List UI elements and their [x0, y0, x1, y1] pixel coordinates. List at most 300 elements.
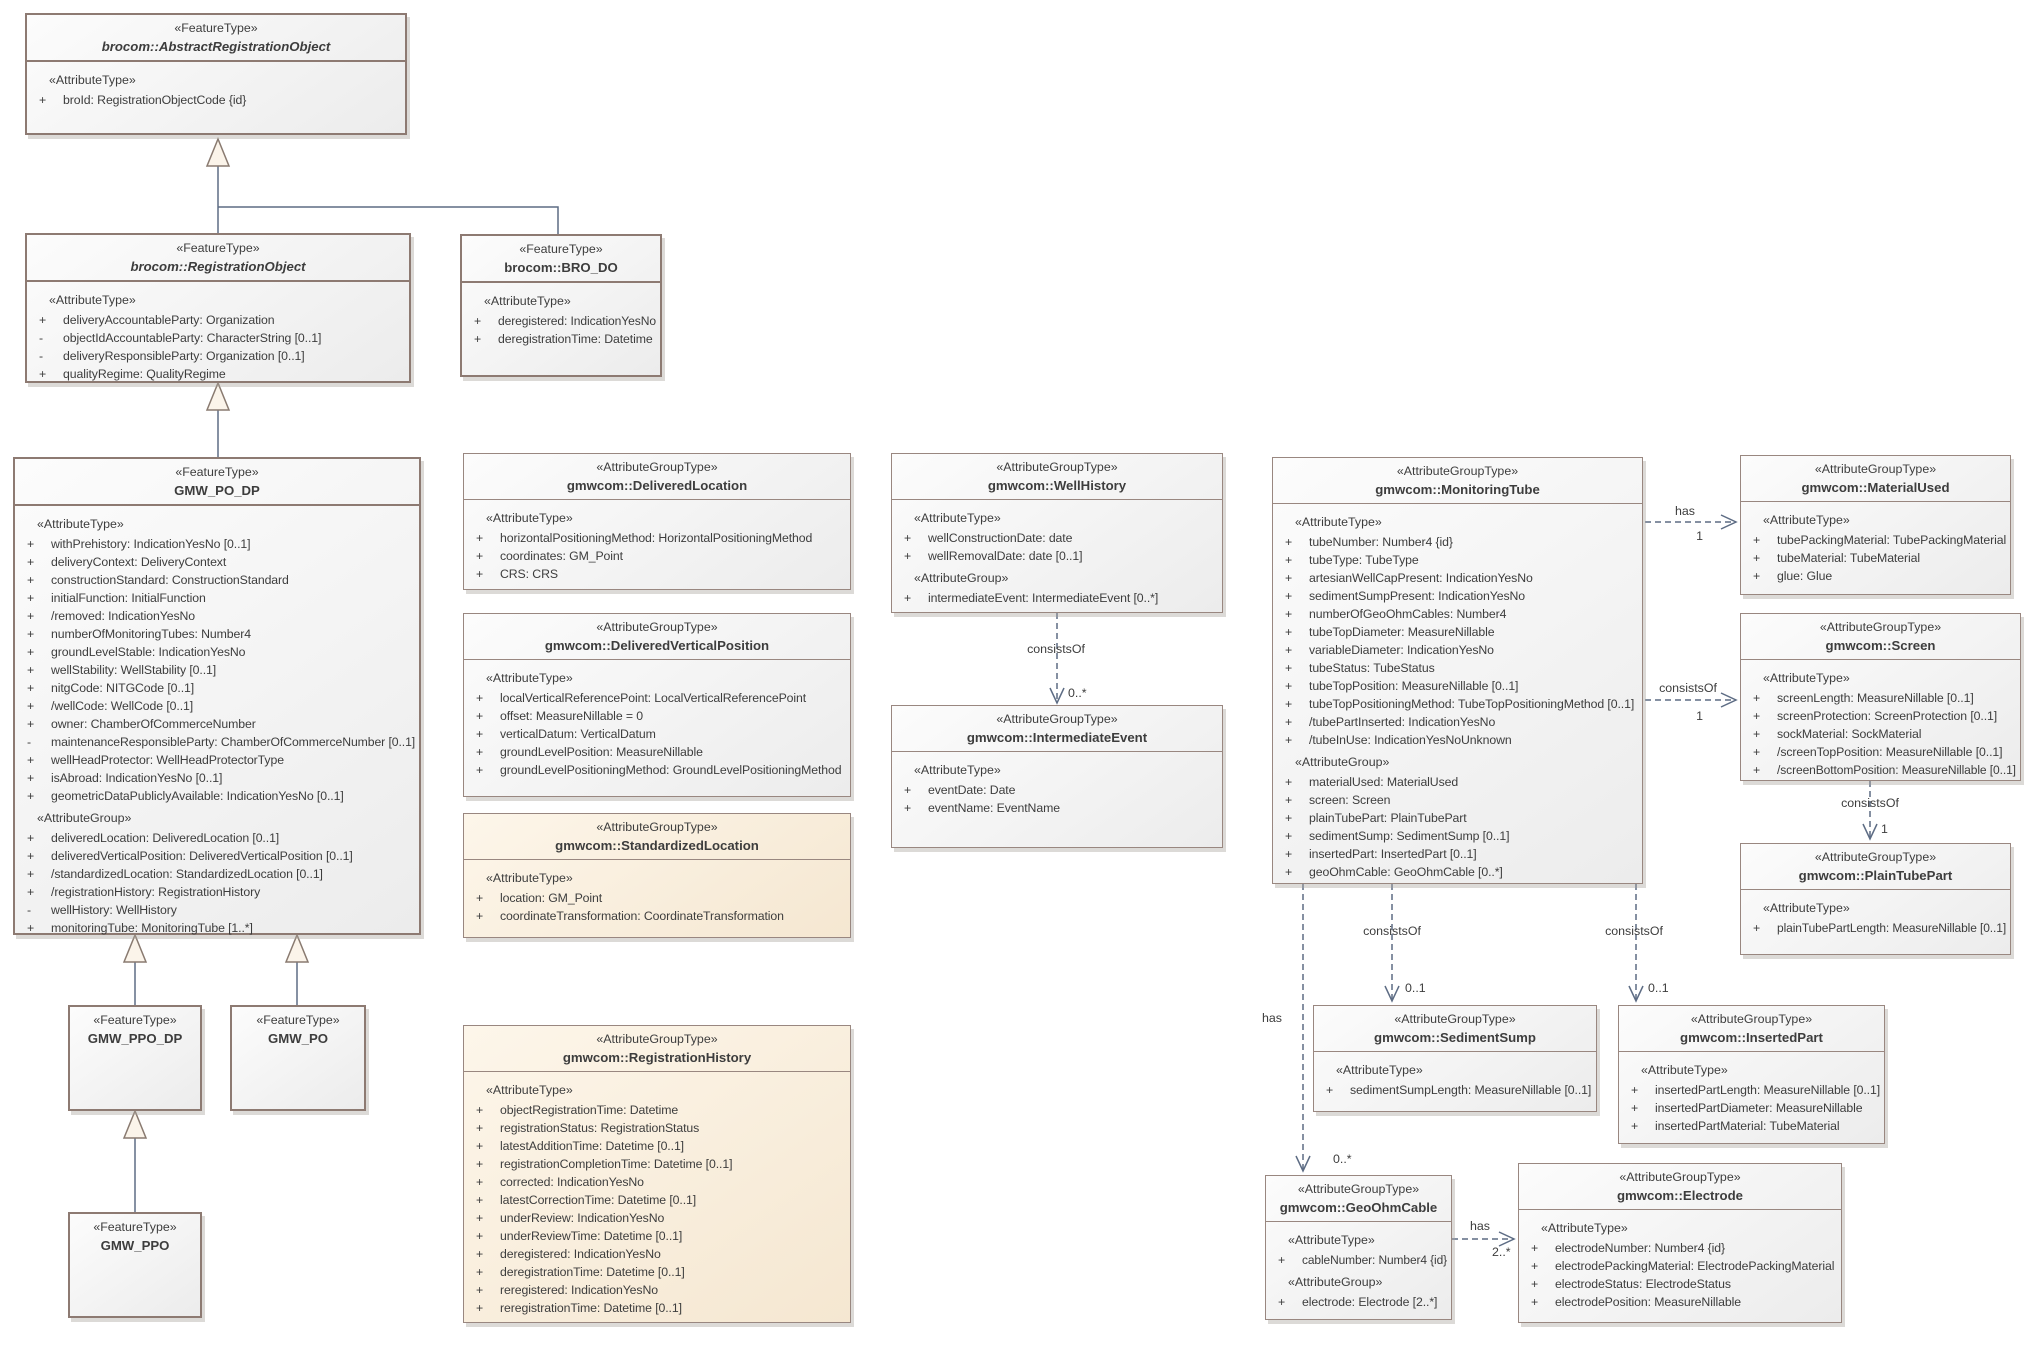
attribute-row — [1273, 659, 1642, 677]
visibility-symbol: + — [476, 709, 484, 723]
class-header — [464, 1026, 850, 1072]
visibility-symbol: + — [1285, 775, 1293, 789]
class-box-inserted-part[interactable] — [1618, 1005, 1885, 1144]
attribute-row — [464, 1299, 850, 1317]
attribute-row — [464, 1281, 850, 1299]
attribute-row — [464, 889, 850, 907]
class-name: gmwcom::Screen — [1825, 638, 1936, 653]
visibility-symbol: + — [27, 717, 35, 731]
edge-multiplicity-geoohmcable-electrode: 2..* — [1492, 1245, 1511, 1259]
section-header: «AttributeType» — [1763, 513, 1850, 527]
class-stereotype: «FeatureType» — [256, 1013, 340, 1027]
visibility-symbol: + — [1285, 535, 1293, 549]
edge-multiplicity-monitoringtube-materialused: 1 — [1696, 529, 1703, 543]
visibility-symbol: + — [1753, 709, 1761, 723]
section-header: «AttributeType» — [486, 871, 573, 885]
visibility-symbol: + — [27, 789, 35, 803]
attribute-text: objectRegistrationTime: Datetime — [500, 1103, 679, 1117]
attribute-text: verticalDatum: VerticalDatum — [500, 727, 656, 741]
attribute-text: plainTubePartLength: MeasureNillable [0..1] — [1777, 921, 2007, 935]
attribute-row — [1741, 689, 2020, 707]
attribute-row — [1273, 587, 1642, 605]
attribute-text: /registrationHistory: RegistrationHistory — [51, 885, 261, 899]
visibility-symbol: + — [904, 549, 912, 563]
generalization-arrow-gmwpodp-registrationobject — [207, 383, 229, 410]
visibility-symbol: + — [1531, 1295, 1539, 1309]
attribute-text: wellHistory: WellHistory — [51, 903, 177, 917]
class-stereotype: «FeatureType» — [93, 1013, 177, 1027]
attribute-text: glue: Glue — [1777, 569, 1833, 583]
attribute-row — [464, 907, 850, 925]
class-stereotype: «AttributeGroupType» — [596, 820, 718, 834]
attribute-text: tubeType: TubeType — [1309, 553, 1419, 567]
class-header — [464, 614, 850, 660]
class-body — [892, 752, 1222, 817]
edge-multiplicity-monitoringtube-screen: 1 — [1696, 709, 1703, 723]
attribute-text: wellConstructionDate: date — [928, 531, 1073, 545]
visibility-symbol: + — [1285, 625, 1293, 639]
class-name: brocom::AbstractRegistrationObject — [101, 39, 331, 54]
generalization-line-brodo-abstract — [218, 207, 558, 234]
class-stereotype: «AttributeGroupType» — [1819, 620, 1942, 634]
attribute-text: monitoringTube: MonitoringTube [1..*] — [51, 921, 253, 935]
class-body — [1741, 660, 2020, 779]
section-header: «AttributeType» — [1641, 1063, 1728, 1077]
attribute-row — [1273, 791, 1642, 809]
attribute-text: corrected: IndicationYesNo — [500, 1175, 644, 1189]
visibility-symbol: + — [904, 783, 912, 797]
visibility-symbol: + — [1753, 921, 1761, 935]
attribute-row — [462, 312, 660, 330]
attribute-row — [15, 535, 419, 553]
class-body — [1314, 1052, 1596, 1099]
class-header — [70, 1007, 200, 1052]
edge-label-monitoringtube-sedimentsump: consistsOf — [1363, 924, 1421, 938]
class-stereotype: «AttributeGroupType» — [596, 1032, 718, 1046]
visibility-symbol: + — [27, 537, 35, 551]
attribute-text: wellStability: WellStability [0..1] — [51, 663, 217, 677]
visibility-symbol: + — [27, 591, 35, 605]
attribute-text: registrationCompletionTime: Datetime [0..1] — [500, 1157, 733, 1171]
class-box-screen[interactable] — [1740, 613, 2021, 781]
visibility-symbol: + — [1285, 865, 1293, 879]
class-body — [1266, 1222, 1451, 1311]
attribute-row — [892, 589, 1222, 607]
attribute-text: withPrehistory: IndicationYesNo [0..1] — [51, 537, 251, 551]
section-header: «AttributeGroup» — [1295, 755, 1390, 769]
attribute-text: geoOhmCable: GeoOhmCable [0..*] — [1309, 865, 1503, 879]
attribute-text: coordinates: GM_Point — [500, 549, 623, 563]
visibility-symbol: + — [27, 849, 35, 863]
edge-label-monitoringtube-screen: consistsOf — [1659, 681, 1717, 695]
visibility-symbol: + — [1531, 1277, 1539, 1291]
attribute-text: reregistered: IndicationYesNo — [500, 1283, 658, 1297]
attribute-text: nitgCode: NITGCode [0..1] — [51, 681, 195, 695]
visibility-symbol: + — [476, 763, 484, 777]
attribute-text: deliveredLocation: DeliveredLocation [0..1] — [51, 831, 280, 845]
attribute-text: electrodePackingMaterial: ElectrodePackingMaterial — [1555, 1259, 1835, 1273]
class-stereotype: «AttributeGroupType» — [596, 620, 718, 634]
attribute-row — [1273, 551, 1642, 569]
generalization-arrow-registrationobject-abstract — [207, 139, 229, 166]
class-box-registration-history[interactable] — [463, 1025, 851, 1323]
visibility-symbol: + — [39, 93, 47, 107]
edge-multiplicity-monitoringtube-insertedpart: 0..1 — [1648, 981, 1669, 995]
class-name: GMW_PPO_DP — [87, 1031, 183, 1046]
attribute-row — [1741, 531, 2010, 549]
visibility-symbol: + — [1285, 589, 1293, 603]
attribute-row — [15, 787, 419, 805]
class-box-geo-ohm-cable[interactable] — [1265, 1175, 1452, 1320]
section-header: «AttributeType» — [1336, 1063, 1423, 1077]
attribute-text: qualityRegime: QualityRegime — [63, 367, 226, 381]
section-header: «AttributeGroup» — [1288, 1275, 1383, 1289]
attribute-row — [1273, 623, 1642, 641]
attribute-row — [462, 330, 660, 348]
visibility-symbol: + — [27, 771, 35, 785]
attribute-text: constructionStandard: ConstructionStandard — [51, 573, 289, 587]
visibility-symbol: + — [476, 909, 484, 923]
edge-label-monitoringtube-insertedpart: consistsOf — [1605, 924, 1663, 938]
class-header — [1519, 1164, 1841, 1210]
attribute-row — [464, 529, 850, 547]
attribute-row — [1266, 1293, 1451, 1311]
visibility-symbol: + — [1631, 1119, 1639, 1133]
visibility-symbol: + — [476, 1211, 484, 1225]
visibility-symbol: + — [1285, 733, 1293, 747]
attribute-row — [15, 751, 419, 769]
class-box-abstract-registration-object[interactable] — [25, 13, 407, 135]
attribute-text: /standardizedLocation: StandardizedLocation [0..1] — [51, 867, 323, 881]
visibility-symbol: + — [476, 1283, 484, 1297]
class-stereotype: «FeatureType» — [176, 241, 260, 255]
visibility-symbol: + — [1753, 763, 1761, 777]
class-header — [1266, 1176, 1451, 1222]
attribute-row — [27, 347, 409, 365]
attribute-row — [464, 761, 850, 779]
class-header — [892, 706, 1222, 752]
generalization-arrow-gmwpo-gmwpodp — [286, 935, 308, 962]
visibility-symbol: + — [904, 591, 912, 605]
class-body — [27, 62, 405, 109]
visibility-symbol: + — [476, 727, 484, 741]
attribute-text: deliveryContext: DeliveryContext — [51, 555, 227, 569]
attribute-row — [15, 553, 419, 571]
class-header — [1314, 1006, 1596, 1052]
class-box-gmw-ppo[interactable] — [68, 1212, 202, 1318]
class-name: gmwcom::DeliveredVerticalPosition — [544, 638, 770, 653]
attribute-text: localVerticalReferencePoint: LocalVerticalReferencePoint — [500, 691, 807, 705]
edge-multiplicity-screen-plaintubepart: 1 — [1881, 822, 1888, 836]
class-name: GMW_PO_DP — [174, 483, 260, 498]
visibility-symbol: + — [476, 549, 484, 563]
attribute-text: intermediateEvent: IntermediateEvent [0..*] — [928, 591, 1159, 605]
class-header — [15, 459, 419, 506]
visibility-symbol: + — [476, 1301, 484, 1315]
class-name: gmwcom::RegistrationHistory — [562, 1050, 752, 1065]
attribute-text: groundLevelStable: IndicationYesNo — [51, 645, 246, 659]
attribute-row — [1741, 725, 2020, 743]
section-header: «AttributeType» — [1763, 671, 1850, 685]
class-body — [1519, 1210, 1841, 1311]
class-box-plain-tube-part[interactable] — [1740, 843, 2011, 955]
class-box-material-used[interactable] — [1740, 455, 2011, 595]
attribute-row — [464, 1119, 850, 1137]
attribute-row — [27, 365, 409, 383]
visibility-symbol: + — [27, 699, 35, 713]
attribute-text: /tubeInUse: IndicationYesNoUnknown — [1309, 733, 1512, 747]
section-header: «AttributeGroup» — [914, 571, 1009, 585]
edge-multiplicity-monitoringtube-geoohmcable: 0..* — [1333, 1152, 1352, 1166]
class-body — [462, 283, 660, 348]
visibility-symbol: + — [476, 567, 484, 581]
attribute-text: latestCorrectionTime: Datetime [0..1] — [500, 1193, 697, 1207]
section-header: «AttributeType» — [486, 511, 573, 525]
class-box-delivered-vertical-position[interactable] — [463, 613, 851, 797]
class-header — [464, 814, 850, 860]
visibility-symbol: + — [1285, 793, 1293, 807]
attribute-text: screenLength: MeasureNillable [0..1] — [1777, 691, 1974, 705]
attribute-row — [27, 311, 409, 329]
visibility-symbol: + — [39, 313, 47, 327]
class-body — [1273, 504, 1642, 881]
class-box-gmw-ppo-dp[interactable] — [68, 1005, 202, 1111]
attribute-text: wellHeadProtector: WellHeadProtectorType — [51, 753, 284, 767]
section-header: «AttributeType» — [49, 73, 136, 87]
attribute-text: groundLevelPosition: MeasureNillable — [500, 745, 703, 759]
class-box-electrode[interactable] — [1518, 1163, 1842, 1323]
attribute-row — [1314, 1081, 1596, 1099]
class-name: gmwcom::MaterialUsed — [1801, 480, 1950, 495]
class-name: gmwcom::Electrode — [1616, 1188, 1744, 1203]
attribute-text: maintenanceResponsibleParty: ChamberOfCommerceNumber [0..1] — [51, 735, 416, 749]
attribute-row — [1619, 1099, 1884, 1117]
class-stereotype: «AttributeGroupType» — [996, 460, 1118, 474]
attribute-row — [27, 329, 409, 347]
visibility-symbol: + — [476, 1103, 484, 1117]
attribute-row — [464, 1209, 850, 1227]
attribute-row — [15, 697, 419, 715]
attribute-text: insertedPartLength: MeasureNillable [0..1] — [1655, 1083, 1881, 1097]
edge-multiplicity-monitoringtube-sedimentsump: 0..1 — [1405, 981, 1426, 995]
attribute-text: deliveryAccountableParty: Organization — [63, 313, 275, 327]
class-header — [462, 236, 660, 283]
edge-label-monitoringtube-materialused: has — [1675, 504, 1695, 518]
visibility-symbol: + — [1285, 715, 1293, 729]
attribute-text: underReview: IndicationYesNo — [500, 1211, 665, 1225]
attribute-text: insertedPartDiameter: MeasureNillable — [1655, 1101, 1863, 1115]
attribute-row — [15, 769, 419, 787]
section-header: «AttributeType» — [1288, 1233, 1375, 1247]
visibility-symbol: + — [1531, 1241, 1539, 1255]
class-header — [1619, 1006, 1884, 1052]
visibility-symbol: + — [904, 801, 912, 815]
generalization-arrow-gmwppo-gmwppodp — [124, 1111, 146, 1138]
class-name: gmwcom::WellHistory — [987, 478, 1127, 493]
class-box-standardized-location[interactable] — [463, 813, 851, 938]
class-name: GMW_PPO — [100, 1238, 170, 1253]
attribute-text: /wellCode: WellCode [0..1] — [51, 699, 194, 713]
attribute-row — [1273, 641, 1642, 659]
attribute-text: offset: MeasureNillable = 0 — [500, 709, 644, 723]
attribute-row — [15, 733, 419, 751]
attribute-row — [464, 1101, 850, 1119]
attribute-row — [1273, 809, 1642, 827]
visibility-symbol: + — [474, 314, 482, 328]
class-name: gmwcom::MonitoringTube — [1375, 482, 1540, 497]
attribute-text: location: GM_Point — [500, 891, 603, 905]
attribute-row — [464, 1173, 850, 1191]
visibility-symbol: + — [27, 681, 35, 695]
class-box-gmw-po-dp[interactable] — [13, 457, 421, 935]
generalization-arrow-gmwppodp-gmwpodp — [124, 935, 146, 962]
attribute-row — [15, 829, 419, 847]
section-header: «AttributeType» — [49, 293, 136, 307]
visibility-symbol: + — [27, 753, 35, 767]
visibility-symbol: + — [39, 367, 47, 381]
visibility-symbol: + — [1285, 811, 1293, 825]
section-header: «AttributeType» — [484, 294, 571, 308]
attribute-text: geometricDataPubliclyAvailable: IndicationYesNo [0..1] — [51, 789, 344, 803]
attribute-row — [464, 1191, 850, 1209]
attribute-row — [464, 1155, 850, 1173]
attribute-row — [1619, 1117, 1884, 1135]
edge-label-geoohmcable-electrode: has — [1470, 1219, 1490, 1233]
attribute-text: numberOfMonitoringTubes: Number4 — [51, 627, 252, 641]
class-box-monitoring-tube[interactable] — [1272, 457, 1643, 884]
attribute-row — [464, 565, 850, 583]
class-body — [70, 1259, 200, 1264]
class-stereotype: «FeatureType» — [174, 21, 258, 35]
visibility-symbol: + — [1753, 551, 1761, 565]
attribute-row — [464, 743, 850, 761]
class-stereotype: «AttributeGroupType» — [1394, 1012, 1516, 1026]
attribute-row — [15, 883, 419, 901]
visibility-symbol: + — [476, 891, 484, 905]
class-box-gmw-po[interactable] — [230, 1005, 366, 1111]
attribute-text: electrodePosition: MeasureNillable — [1555, 1295, 1741, 1309]
visibility-symbol: + — [27, 831, 35, 845]
attribute-row — [1273, 731, 1642, 749]
visibility-symbol: + — [27, 555, 35, 569]
class-box-bro-do[interactable] — [460, 234, 662, 377]
visibility-symbol: + — [1285, 571, 1293, 585]
attribute-text: initialFunction: InitialFunction — [51, 591, 206, 605]
section-header: «AttributeGroup» — [37, 811, 132, 825]
class-body — [464, 1072, 850, 1317]
visibility-symbol: + — [1326, 1083, 1334, 1097]
class-stereotype: «FeatureType» — [175, 465, 259, 479]
attribute-text: /removed: IndicationYesNo — [51, 609, 196, 623]
attribute-row — [15, 661, 419, 679]
attribute-row — [15, 571, 419, 589]
attribute-text: deregistrationTime: Datetime — [498, 332, 653, 346]
visibility-symbol: + — [1285, 661, 1293, 675]
attribute-row — [1519, 1257, 1841, 1275]
edge-label-screen-plaintubepart: consistsOf — [1841, 796, 1899, 810]
visibility-symbol: + — [1285, 829, 1293, 843]
attribute-row — [1519, 1293, 1841, 1311]
visibility-symbol: + — [476, 1229, 484, 1243]
visibility-symbol: + — [1285, 607, 1293, 621]
class-box-well-history[interactable] — [891, 453, 1223, 613]
class-header — [464, 454, 850, 500]
attribute-text: broId: RegistrationObjectCode {id} — [63, 93, 247, 107]
attribute-text: tubeNumber: Number4 {id} — [1309, 535, 1453, 549]
attribute-row — [1273, 827, 1642, 845]
class-header — [1273, 458, 1642, 504]
attribute-text: tubePackingMaterial: TubePackingMaterial — [1777, 533, 2007, 547]
visibility-symbol: + — [476, 1175, 484, 1189]
attribute-row — [464, 1263, 850, 1281]
class-body — [892, 500, 1222, 607]
attribute-row — [1741, 549, 2010, 567]
attribute-text: tubeTopPositioningMethod: TubeTopPositioningMethod [0..1] — [1309, 697, 1635, 711]
class-box-intermediate-event[interactable] — [891, 705, 1223, 848]
section-header: «AttributeType» — [486, 1083, 573, 1097]
attribute-row — [1741, 567, 2010, 585]
attribute-row — [15, 865, 419, 883]
visibility-symbol: + — [27, 921, 35, 935]
visibility-symbol: + — [1285, 643, 1293, 657]
attribute-text: tubeTopPosition: MeasureNillable [0..1] — [1309, 679, 1519, 693]
class-body — [464, 500, 850, 583]
attribute-row — [1741, 761, 2020, 779]
class-body — [1619, 1052, 1884, 1135]
attribute-text: wellRemovalDate: date [0..1] — [928, 549, 1083, 563]
attribute-row — [1273, 863, 1642, 881]
attribute-text: deregistered: IndicationYesNo — [500, 1247, 661, 1261]
class-name: gmwcom::DeliveredLocation — [566, 478, 748, 493]
edge-label-wellhistory-intermediateevent: consistsOf — [1027, 642, 1085, 656]
class-box-registration-object[interactable] — [25, 233, 411, 383]
attribute-text: insertedPartMaterial: TubeMaterial — [1655, 1119, 1840, 1133]
class-stereotype: «AttributeGroupType» — [1814, 850, 1937, 864]
class-stereotype: «AttributeGroupType» — [1396, 464, 1519, 478]
attribute-row — [464, 689, 850, 707]
visibility-symbol: + — [476, 1157, 484, 1171]
class-body — [15, 506, 419, 937]
attribute-text: screen: Screen — [1309, 793, 1391, 807]
section-header: «AttributeType» — [1763, 901, 1850, 915]
attribute-text: numberOfGeoOhmCables: Number4 — [1309, 607, 1507, 621]
visibility-symbol: - — [27, 903, 31, 917]
attribute-text: horizontalPositioningMethod: HorizontalPositioningMethod — [500, 531, 813, 545]
visibility-symbol: + — [1531, 1259, 1539, 1273]
attribute-text: deliveryResponsibleParty: Organization [0..1] — [63, 349, 305, 363]
visibility-symbol: + — [1753, 533, 1761, 547]
attribute-text: underReviewTime: Datetime [0..1] — [500, 1229, 683, 1243]
attribute-text: variableDiameter: IndicationYesNo — [1309, 643, 1494, 657]
class-header — [1741, 844, 2010, 890]
class-name: brocom::BRO_DO — [504, 260, 618, 275]
visibility-symbol: + — [476, 691, 484, 705]
class-body — [1741, 890, 2010, 937]
attribute-row — [1619, 1081, 1884, 1099]
attribute-text: owner: ChamberOfCommerceNumber — [51, 717, 256, 731]
visibility-symbol: + — [476, 1139, 484, 1153]
edge-multiplicity-wellhistory-intermediateevent: 0..* — [1068, 686, 1087, 700]
class-stereotype: «AttributeGroupType» — [1690, 1012, 1813, 1026]
attribute-text: /screenBottomPosition: MeasureNillable [0..1] — [1777, 763, 2016, 777]
class-box-delivered-location[interactable] — [463, 453, 851, 590]
attribute-text: materialUsed: MaterialUsed — [1309, 775, 1459, 789]
visibility-symbol: + — [1285, 679, 1293, 693]
class-box-sediment-sump[interactable] — [1313, 1005, 1597, 1112]
attribute-row — [1273, 533, 1642, 551]
attribute-text: CRS: CRS — [500, 567, 558, 581]
class-body — [27, 282, 409, 383]
